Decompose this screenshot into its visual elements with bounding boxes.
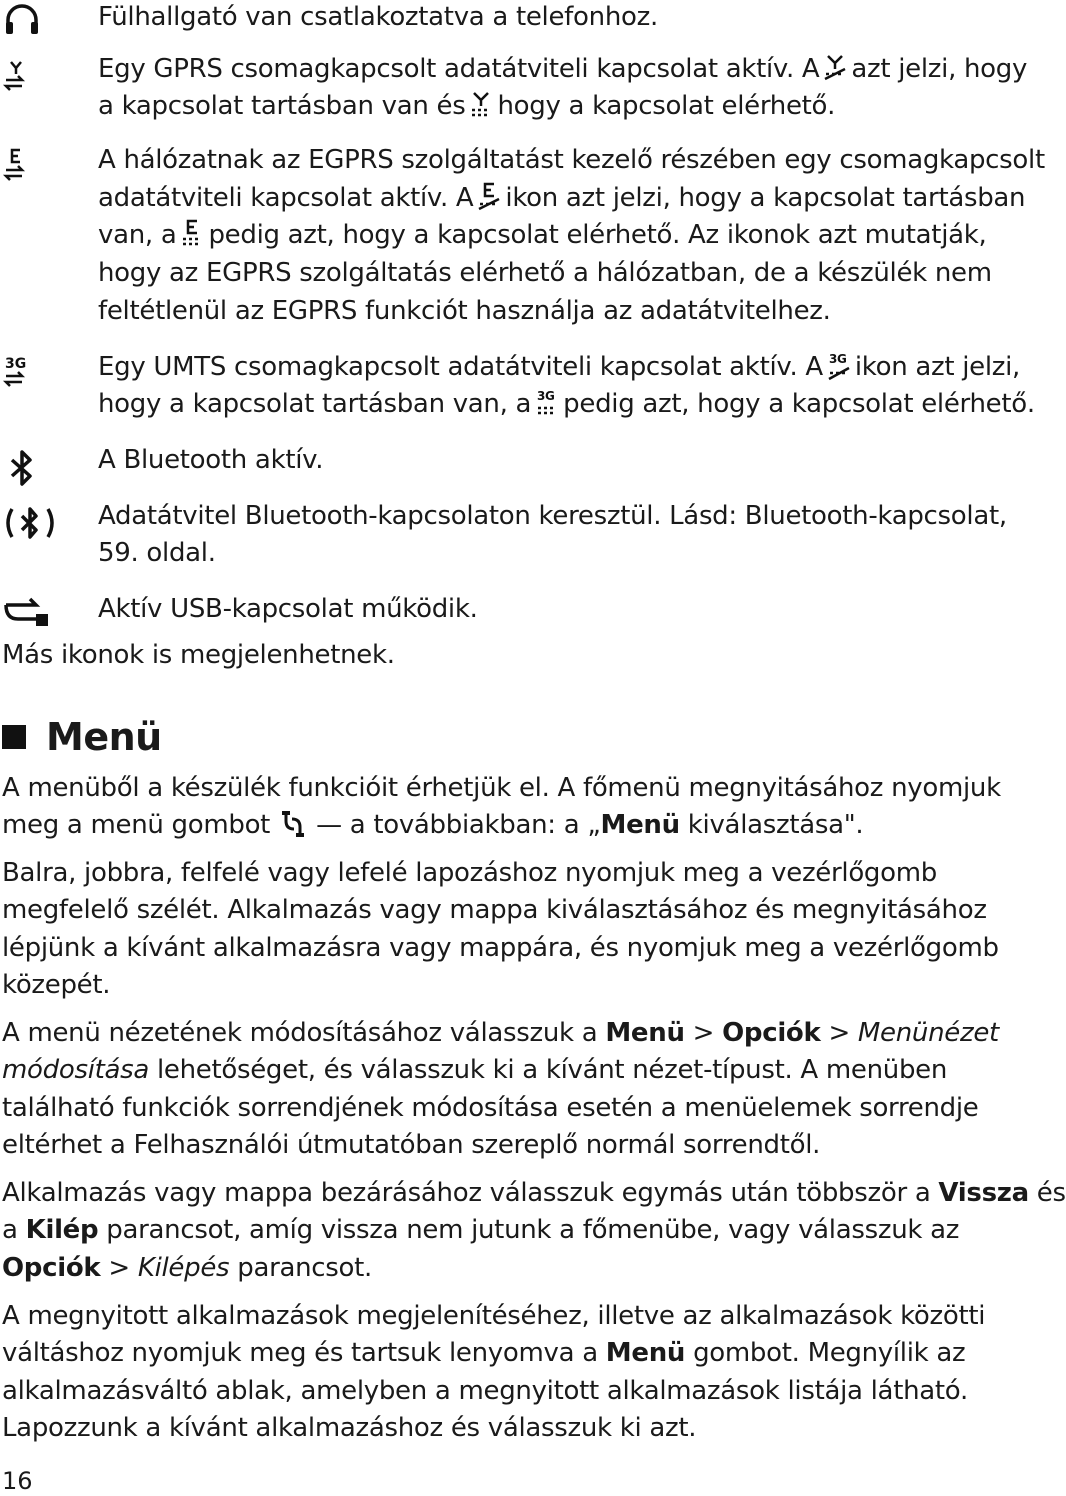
svg-text:3G: 3G — [828, 352, 847, 366]
menu-key-icon — [280, 809, 306, 839]
egprs-line-3: van, a pedig azt, hogy a kapcsolat elérhető. Az ikonok azt mutatják, — [98, 220, 987, 250]
p1-line-1: A menüből a készülék funkcióit érhetjük el. A főmenü megnyitásához nyomjuk — [2, 773, 1001, 803]
gprs-line-1: Egy GPRS csomagkapcsolt adatátviteli kapcsolat aktív. A azt jelzi, hogy — [98, 54, 1028, 84]
gprs-icon — [2, 56, 42, 96]
bluetooth-data-icon — [2, 503, 58, 543]
egprs-line-4: hogy az EGPRS szolgáltatás elérhető a hálózatban, de a készülék nem — [98, 258, 992, 288]
usb-text: Aktív USB-kapcsolat működik. — [98, 594, 478, 624]
section-bullet-icon — [2, 725, 26, 749]
p5-line-3: alkalmazásváltó ablak, amelyben a megnyitott alkalmazások listája látható. — [2, 1376, 968, 1406]
p4-line-1: Alkalmazás vagy mappa bezárásához válasszuk egymás után többször a Vissza és — [2, 1178, 1066, 1208]
svg-text:3G: 3G — [5, 356, 27, 372]
bluetooth-text: A Bluetooth aktív. — [98, 445, 324, 475]
umts-line-2: hogy a kapcsolat tartásban van, a 3G pedig azt, hogy a kapcsolat elérhető. — [98, 389, 1035, 419]
umts-3g-icon — [2, 352, 42, 392]
p1-line-2: meg a menü gombot — a továbbiakban: a „Menü kiválasztása". — [2, 810, 864, 840]
headset-icon — [2, 0, 42, 40]
p3-line-4: eltérhet a Felhasználói útmutatóban szereplő normál sorrendtől. — [2, 1130, 821, 1160]
p2-line-2: megfelelő szélét. Alkalmazás vagy mappa kiválasztásához és megnyitásához — [2, 895, 987, 925]
egprs-available-icon — [179, 219, 205, 249]
gprs-hold-icon — [822, 53, 848, 83]
umts-hold-icon — [826, 351, 852, 381]
p3-line-2: módosítása lehetőséget, és válasszuk ki a kívánt nézet-típust. A menüben — [2, 1055, 948, 1085]
section-title: Menü — [46, 715, 162, 759]
other-icons-note: Más ikonok is megjelenhetnek. — [2, 640, 395, 670]
p3-line-3: található funkciók sorrendjének módosítása esetén a menüelemek sorrendje — [2, 1093, 979, 1123]
egprs-line-2: adatátviteli kapcsolat aktív. A ikon azt jelzi, hogy a kapcsolat tartásban — [98, 183, 1026, 213]
p2-line-4: közepét. — [2, 970, 111, 1000]
umts-line-1: Egy UMTS csomagkapcsolt adatátviteli kapcsolat aktív. A 3G ikon azt jelzi, — [98, 352, 1020, 382]
p5-line-4: Lapozzunk a kívánt alkalmazáshoz és válasszuk ki azt. — [2, 1413, 697, 1443]
bt-data-line-1: Adatátvitel Bluetooth-kapcsolaton keresztül. Lásd: Bluetooth-kapcsolat, — [98, 501, 1007, 531]
page-number: 16 — [2, 1467, 33, 1495]
egprs-icon — [2, 146, 42, 186]
p5-line-2: váltáshoz nyomjuk meg és tartsuk lenyomva a Menü gombot. Megnyílik az — [2, 1338, 966, 1368]
p2-line-1: Balra, jobbra, felfelé vagy lefelé lapozáshoz nyomjuk meg a vezérlőgomb — [2, 858, 937, 888]
egprs-line-1: A hálózatnak az EGPRS szolgáltatást kezelő részében egy csomagkapcsolt — [98, 145, 1045, 175]
gprs-line-2: a kapcsolat tartásban van és hogy a kapcsolat elérhető. — [98, 91, 836, 121]
umts-available-icon — [534, 388, 560, 418]
p3-line-1: A menü nézetének módosításához válasszuk a Menü > Opciók > Menünézet — [2, 1018, 999, 1048]
p5-line-1: A megnyitott alkalmazások megjelenítéséhez, illetve az alkalmazások közötti — [2, 1301, 986, 1331]
section-header — [2, 712, 162, 762]
p4-line-2: a Kilép parancsot, amíg vissza nem jutunk a főmenübe, vagy válasszuk az — [2, 1215, 960, 1245]
bluetooth-icon — [2, 448, 42, 488]
bt-data-line-2: 59. oldal. — [98, 538, 216, 568]
headset-text: Fülhallgató van csatlakoztatva a telefonhoz. — [98, 2, 658, 32]
p2-line-3: lépjünk a kívánt alkalmazásra vagy mappára, és nyomjuk meg a vezérlőgomb — [2, 933, 999, 963]
usb-icon — [2, 591, 52, 631]
p4-line-3: Opciók > Kilépés parancsot. — [2, 1253, 372, 1283]
egprs-hold-icon — [476, 182, 502, 212]
svg-text:3G: 3G — [537, 389, 555, 403]
gprs-available-icon — [468, 90, 494, 120]
egprs-line-5: feltétlenül az EGPRS funkciót használja az adatátvitelhez. — [98, 296, 831, 326]
